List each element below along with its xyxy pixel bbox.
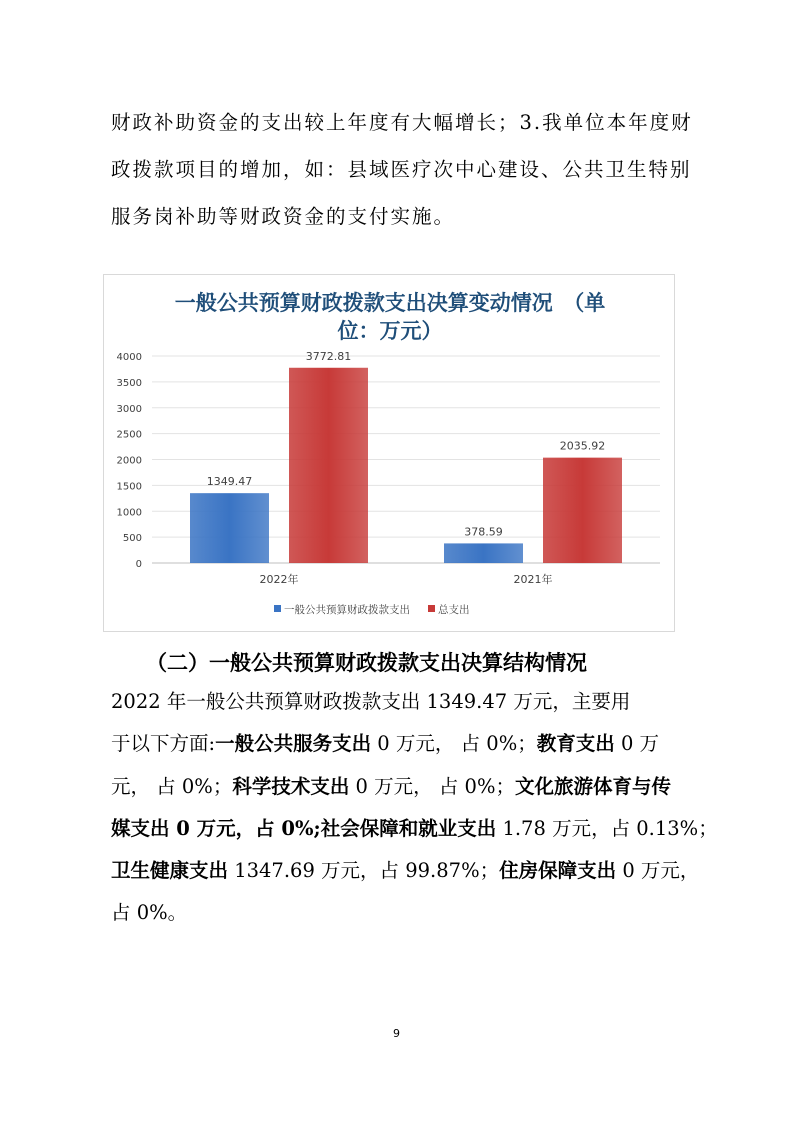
- x-tick-label: 2022年: [259, 573, 299, 586]
- text-segment: 1.78 万元，占 0.13%；: [496, 817, 718, 840]
- text-segment: 元， 占 0%；: [111, 775, 233, 798]
- text-segment: 占 0%。: [111, 901, 188, 924]
- section-body-line: [111, 855, 699, 883]
- legend-swatch: [428, 605, 435, 612]
- bold-text-segment: 住房保障支出: [499, 859, 617, 882]
- bold-text-segment: 科学技术支出: [232, 775, 350, 798]
- bar-chart: [103, 274, 675, 632]
- bar: [190, 493, 269, 563]
- section-body-line: [111, 813, 718, 841]
- intro-line-2: 政拨款项目的增加，如：县域医疗次中心建设、公共卫生特别: [111, 158, 692, 181]
- bar: [543, 458, 622, 563]
- y-tick-label: 1000: [116, 507, 142, 519]
- bar: [289, 368, 368, 563]
- page-number: 9: [393, 1027, 400, 1040]
- text-segment: 于以下方面:: [111, 732, 216, 755]
- data-label: 3772.81: [305, 349, 352, 363]
- section-body-line: [111, 686, 630, 714]
- bold-text-segment: 媒支出 0 万元，占 0%;: [111, 817, 321, 840]
- data-label: 378.59: [464, 525, 503, 539]
- y-tick-label: 3500: [116, 377, 142, 389]
- section-body-line: [111, 728, 659, 756]
- y-tick-label: 2500: [116, 429, 142, 441]
- bold-text-segment: 教育支出: [536, 732, 615, 755]
- bold-text-segment: 一般公共服务支出: [215, 732, 372, 755]
- legend-label: 一般公共预算财政拨款支出: [284, 604, 410, 616]
- data-label: 2035.92: [559, 439, 606, 453]
- text-segment: 0 万: [614, 732, 660, 755]
- text-segment: 1347.69 万元，占 99.87%；: [228, 859, 500, 882]
- x-tick-label: 2021年: [513, 573, 553, 586]
- data-label: 1349.47: [206, 475, 253, 489]
- y-tick-label: 2000: [116, 455, 142, 467]
- text-segment: 0 万元，: [616, 859, 700, 882]
- y-tick-label: 1500: [116, 481, 142, 493]
- chart-title-line-1: 一般公共预算财政拨款支出决算变动情况 （单: [174, 291, 606, 315]
- intro-line-3: 服务岗补助等财政资金的支付实施。: [111, 205, 456, 228]
- section-heading: （二）一般公共预算财政拨款支出决算结构情况: [146, 650, 587, 675]
- y-tick-label: 500: [122, 533, 142, 545]
- text-segment: 2022 年一般公共预算财政拨款支出 1349.47 万元，主要用: [111, 690, 631, 713]
- chart-plot: [104, 275, 676, 633]
- text-segment: 0 万元， 占 0%；: [349, 775, 515, 798]
- intro-line-1: 财政补助资金的支出较上年度有大幅增长；3.我单位本年度财: [111, 111, 693, 134]
- bold-text-segment: 卫生健康支出: [111, 859, 229, 882]
- section-body-line: [111, 771, 671, 799]
- bold-text-segment: 社会保障和就业支出: [320, 817, 497, 840]
- bold-text-segment: 文化旅游体育与传: [515, 775, 672, 798]
- y-tick-label: 4000: [116, 352, 142, 363]
- y-tick-label: 3000: [116, 403, 142, 415]
- bar: [444, 543, 523, 563]
- chart-title-line-2: 位：万元）: [337, 319, 443, 343]
- legend-label: 总支出: [438, 604, 470, 616]
- text-segment: 0 万元， 占 0%；: [371, 732, 537, 755]
- legend-swatch: [274, 605, 281, 612]
- y-tick-label: 0: [135, 559, 142, 570]
- section-body-line: [111, 897, 187, 925]
